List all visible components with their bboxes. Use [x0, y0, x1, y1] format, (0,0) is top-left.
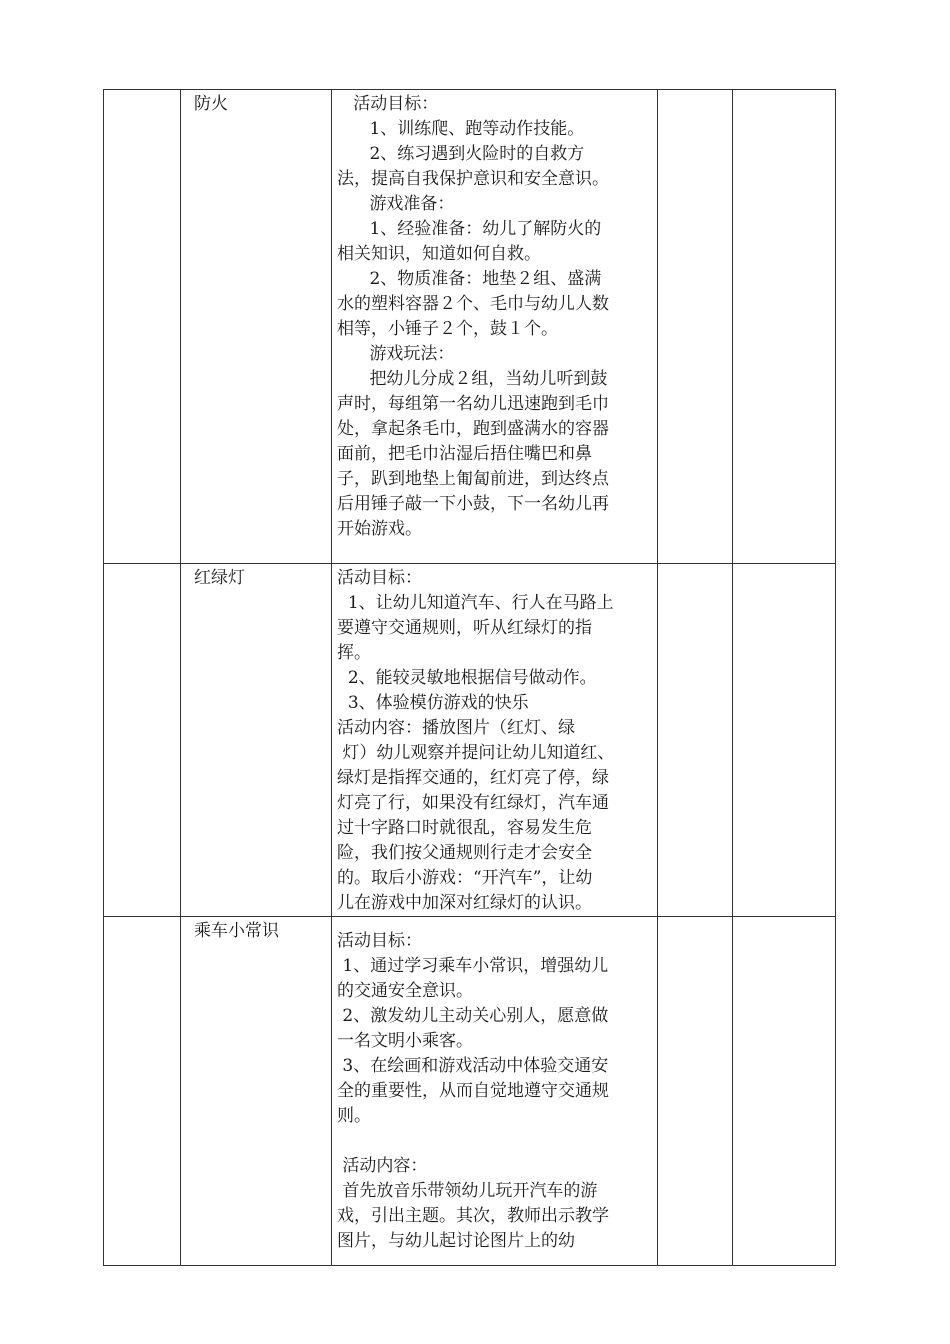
content-line: 活动目标： — [337, 94, 439, 114]
content-line: 把幼儿分成２组，当幼儿听到鼓 — [337, 369, 608, 389]
empty-cell — [733, 90, 836, 564]
content-line: 灯亮了行，如果没有红绿灯，汽车通 — [337, 793, 609, 813]
content-line: 一名文明小乘客。 — [337, 1031, 473, 1051]
content-line: 活动目标： — [337, 931, 422, 951]
topic-label: 乘车小常识 — [194, 921, 279, 941]
content-line: 险，我们按父通规则行走才会安全 — [337, 843, 592, 863]
table-row — [104, 564, 836, 917]
content-line: 开始游戏。 — [337, 519, 422, 539]
content-line: 1、训练爬、跑等动作技能。 — [337, 119, 585, 139]
empty-cell — [658, 564, 733, 917]
content-line: 过十字路口时就很乱，容易发生危 — [337, 818, 592, 838]
content-line: 则。 — [337, 1106, 371, 1126]
content-line: 3、体验模仿游戏的快乐 — [337, 693, 529, 713]
table-row — [104, 917, 836, 1266]
empty-cell — [104, 917, 181, 1266]
content-cell — [332, 90, 658, 564]
content-line: 儿在游戏中加深对红绿灯的认识。 — [337, 893, 592, 913]
empty-cell — [733, 564, 836, 917]
topic-cell — [181, 564, 332, 917]
content-line: 活动内容： — [337, 1156, 428, 1176]
content-cell — [332, 917, 658, 1266]
content-line: 首先放音乐带领幼儿玩开汽车的游 — [337, 1181, 598, 1201]
content-line: 灯）幼儿观察并提问让幼儿知道红、 — [337, 743, 615, 763]
content-line: 图片，与幼儿起讨论图片上的幼 — [337, 1231, 575, 1251]
content-line: 面前，把毛巾沾湿后捂住嘴巴和鼻 — [337, 444, 592, 464]
content-line: 戏，引出主题。其次，教师出示教学 — [337, 1206, 609, 1226]
content-line: 的交通安全意识。 — [337, 981, 473, 1001]
topic-label: 防火 — [194, 94, 228, 114]
content-line: 处，拿起条毛巾，跑到盛满水的容器 — [337, 419, 609, 439]
content-line: 全的重要性，从而自觉地遵守交通规 — [337, 1081, 609, 1101]
content-line: 的。取后小游戏：“开汽车”，让幼 — [337, 868, 593, 888]
activity-table — [103, 89, 836, 1266]
content-line: 绿灯是指挥交通的，红灯亮了停，绿 — [337, 768, 609, 788]
topic-cell — [181, 90, 332, 564]
empty-cell — [733, 917, 836, 1266]
topic-label: 红绿灯 — [194, 568, 245, 588]
content-line: 声时，每组第一名幼儿迅速跑到毛巾 — [337, 394, 609, 414]
empty-cell — [104, 90, 181, 564]
content-line: 游戏准备： — [337, 194, 455, 214]
content-line: 活动目标： — [337, 568, 422, 588]
content-cell — [332, 564, 658, 917]
content-line: 3、在绘画和游戏活动中体验交通安 — [337, 1056, 609, 1076]
content-line: 2、能较灵敏地根据信号做动作。 — [337, 668, 597, 688]
content-line: 2、物质准备：地垫２组、盛满 — [337, 269, 602, 289]
empty-cell — [658, 90, 733, 564]
content-line: 相关知识，知道如何自救。 — [337, 244, 541, 264]
table-row — [104, 90, 836, 564]
empty-cell — [658, 917, 733, 1266]
content-line: 活动内容：播放图片（红灯、绿 — [337, 718, 575, 738]
content-line: 1、通过学习乘车小常识，增强幼儿 — [337, 956, 609, 976]
content-line: 后用锤子敲一下小鼓，下一名幼儿再 — [337, 494, 609, 514]
content-line: 1、经验准备：幼儿了解防火的 — [337, 219, 602, 239]
content-line: 水的塑料容器２个、毛巾与幼儿人数 — [337, 294, 609, 314]
content-line: 2、激发幼儿主动关心别人，愿意做 — [337, 1006, 609, 1026]
content-line: 法，提高自我保护意识和安全意识。 — [337, 169, 609, 189]
content-line: 子，趴到地垫上匍匐前进，到达终点 — [337, 469, 609, 489]
content-line: 2、练习遇到火险时的自救方 — [337, 144, 585, 164]
topic-cell — [181, 917, 332, 1266]
content-line: 相等，小锤子２个，鼓１个。 — [337, 319, 558, 339]
content-line: 挥。 — [337, 643, 371, 663]
empty-cell — [104, 564, 181, 917]
content-line: 1、让幼儿知道汽车、行人在马路上 — [337, 593, 614, 613]
content-line — [337, 1129, 653, 1154]
content-line: 要遵守交通规则，听从红绿灯的指 — [337, 618, 592, 638]
content-line: 游戏玩法： — [337, 344, 455, 364]
